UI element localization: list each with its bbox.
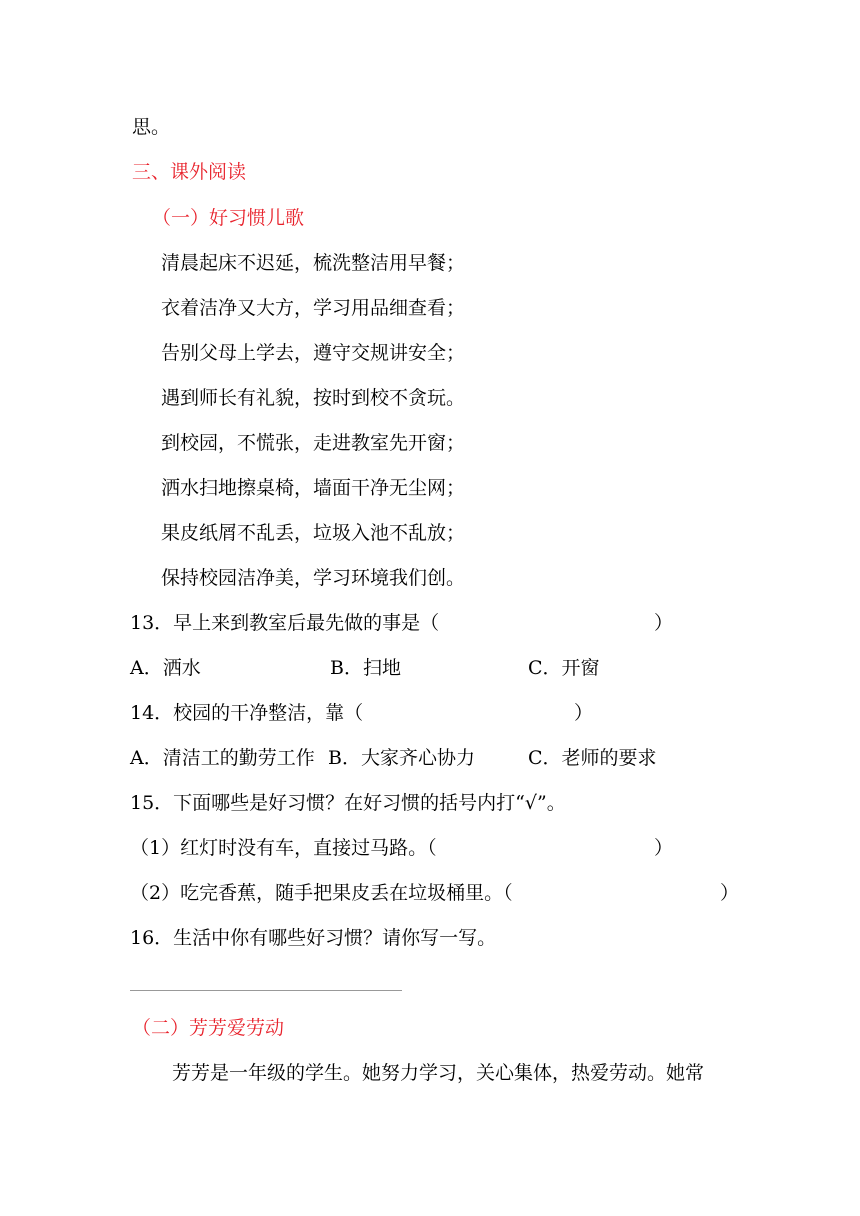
story-title: （二）芳芳爱劳动 [132,1017,285,1039]
option-c: C．老师的要求 [528,747,657,769]
section-heading: 三、课外阅读 [132,161,247,183]
question-13: 13．早上来到教室后最先做的事是（ [130,612,440,634]
answer-paren-close: ） [720,882,740,904]
question-16: 16．生活中你有哪些好习惯？请你写一写。 [130,927,497,949]
poem-line: 遇到师长有礼貌，按时到校不贪玩。 [161,387,466,409]
poem-line: 保持校园洁净美，学习环境我们创。 [161,567,466,589]
option-b: B．大家齐心协力 [328,747,475,769]
poem-line: 果皮纸屑不乱丢，垃圾入池不乱放； [161,522,466,544]
poem-line: 洒水扫地擦桌椅，墙面干净无尘网； [161,477,466,499]
story-paragraph: 芳芳是一年级的学生。她努力学习，关心集体，热爱劳动。她常 [172,1062,705,1084]
poem-line: 清晨起床不迟延，梳洗整洁用早餐； [161,252,466,274]
option-a: A．洒水 [130,657,201,679]
poem-title: （一）好习惯儿歌 [152,207,305,229]
poem-line: 衣着洁净又大方，学习用品细查看； [161,297,466,319]
answer-line [130,990,402,991]
option-a: A．清洁工的勤劳工作 [130,747,315,769]
question-15: 15．下面哪些是好习惯？在好习惯的括号内打“√”。 [130,792,566,814]
answer-paren-close: ） [654,837,674,859]
poem-line: 到校园，不慌张，走进教室先开窗； [161,432,466,454]
question-14: 14．校园的干净整洁，靠（ [130,702,364,724]
continuation-text: 思。 [132,116,171,138]
answer-paren-close: ） [574,702,594,724]
question-15-item: （2）吃完香蕉，随手把果皮丢在垃圾桶里。（ [130,882,513,904]
option-b: B．扫地 [330,657,401,679]
option-c: C．开窗 [528,657,600,679]
answer-paren-close: ） [654,612,674,634]
question-15-item: （1）红灯时没有车，直接过马路。（ [130,837,437,859]
poem-line: 告别父母上学去，遵守交规讲安全； [161,342,466,364]
